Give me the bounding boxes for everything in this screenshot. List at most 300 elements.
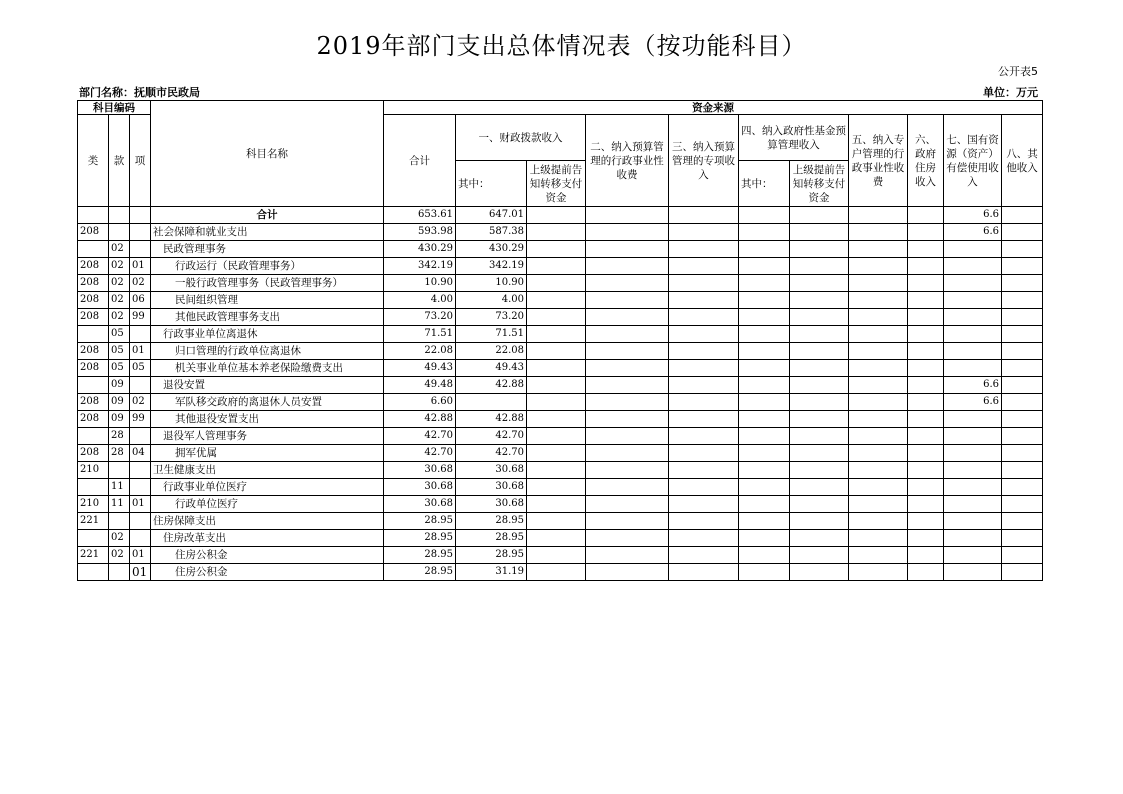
state-assets-cell: 6.6	[944, 224, 1002, 241]
state-assets-cell	[944, 462, 1002, 479]
total-cell: 71.51	[384, 326, 456, 343]
admin-fee-cell	[586, 411, 669, 428]
state-assets-cell	[944, 530, 1002, 547]
xiang-cell: 02	[130, 394, 151, 411]
gov-fund-cell	[739, 513, 790, 530]
special-income-cell	[669, 224, 739, 241]
xiang-cell	[130, 377, 151, 394]
c1-transfer-cell	[527, 292, 586, 309]
xiang-cell: 04	[130, 445, 151, 462]
gov-fund-transfer-cell	[790, 564, 849, 581]
admin-fee-cell	[586, 445, 669, 462]
fiscal-appropriation-cell: 30.68	[456, 496, 527, 513]
total-cell: 28.95	[384, 513, 456, 530]
table-row	[78, 411, 1043, 428]
kuan-header: 款	[109, 115, 130, 207]
table-row	[78, 343, 1043, 360]
gov-fund-header: 四、纳入政府性基金预算管理收入	[739, 115, 849, 161]
admin-fee-cell	[586, 496, 669, 513]
state-assets-cell	[944, 564, 1002, 581]
lei-cell	[78, 241, 109, 258]
admin-fee-cell	[586, 564, 669, 581]
gov-fund-transfer-cell	[790, 428, 849, 445]
special-account-fee-cell	[849, 207, 908, 224]
state-assets-cell	[944, 479, 1002, 496]
admin-fee-cell	[586, 207, 669, 224]
state-assets-header: 七、国有资源（资产）有偿使用收入	[944, 115, 1002, 207]
total-cell: 22.08	[384, 343, 456, 360]
admin-fee-cell	[586, 275, 669, 292]
kuan-cell: 02	[109, 309, 130, 326]
special-account-fee-cell	[849, 343, 908, 360]
fiscal-appropriation-cell: 42.88	[456, 411, 527, 428]
total-cell: 49.43	[384, 360, 456, 377]
gov-housing-cell	[908, 394, 944, 411]
gov-housing-cell	[908, 377, 944, 394]
kuan-cell: 09	[109, 394, 130, 411]
fiscal-appropriation-cell: 71.51	[456, 326, 527, 343]
fiscal-appropriation-cell: 28.95	[456, 530, 527, 547]
state-assets-cell	[944, 513, 1002, 530]
gov-fund-cell	[739, 360, 790, 377]
other-income-cell	[1002, 207, 1043, 224]
admin-fee-cell	[586, 394, 669, 411]
lei-cell	[78, 479, 109, 496]
admin-fee-cell	[586, 258, 669, 275]
kuan-cell	[109, 224, 130, 241]
c1-transfer-cell	[527, 479, 586, 496]
other-income-cell	[1002, 343, 1043, 360]
fiscal-appropriation-cell: 49.43	[456, 360, 527, 377]
lei-cell: 208	[78, 360, 109, 377]
gov-fund-transfer-cell	[790, 207, 849, 224]
admin-fee-cell	[586, 343, 669, 360]
table-row	[78, 462, 1043, 479]
special-account-fee-cell	[849, 564, 908, 581]
gov-housing-cell	[908, 343, 944, 360]
state-assets-cell	[944, 547, 1002, 564]
state-assets-cell	[944, 496, 1002, 513]
total-cell: 28.95	[384, 564, 456, 581]
lei-cell: 208	[78, 224, 109, 241]
table-row	[78, 309, 1043, 326]
xiang-cell: 99	[130, 411, 151, 428]
table-row	[78, 377, 1043, 394]
special-account-fee-cell	[849, 496, 908, 513]
special-account-fee-cell	[849, 309, 908, 326]
lei-cell: 208	[78, 445, 109, 462]
gov-fund-cell	[739, 547, 790, 564]
special-income-cell	[669, 445, 739, 462]
xiang-cell: 01	[130, 547, 151, 564]
lei-cell	[78, 326, 109, 343]
gov-fund-transfer-cell	[790, 360, 849, 377]
table-row	[78, 241, 1043, 258]
gov-fund-cell	[739, 224, 790, 241]
other-income-cell	[1002, 292, 1043, 309]
special-income-cell	[669, 462, 739, 479]
table-row	[78, 326, 1043, 343]
subject-name-cell: 其他民政管理事务支出	[151, 309, 384, 326]
fiscal-appropriation-cell	[456, 394, 527, 411]
fiscal-appropriation-cell: 42.70	[456, 428, 527, 445]
fiscal-appropriation-cell: 4.00	[456, 292, 527, 309]
admin-fee-cell	[586, 309, 669, 326]
c1-transfer-cell	[527, 258, 586, 275]
state-assets-cell	[944, 292, 1002, 309]
table-row	[78, 530, 1043, 547]
special-income-cell	[669, 530, 739, 547]
lei-cell: 210	[78, 462, 109, 479]
other-income-cell	[1002, 496, 1043, 513]
c1-transfer-cell	[527, 496, 586, 513]
page-title: 2019年部门支出总体情况表（按功能科目）	[316, 32, 807, 60]
c1-transfer-cell	[527, 445, 586, 462]
state-assets-cell: 6.6	[944, 377, 1002, 394]
gov-housing-cell	[908, 530, 944, 547]
c1-transfer-cell	[527, 309, 586, 326]
xiang-cell: 99	[130, 309, 151, 326]
gov-fund-cell	[739, 207, 790, 224]
other-income-cell	[1002, 309, 1043, 326]
expenditure-table	[77, 100, 1043, 581]
subject-name-cell: 归口管理的行政单位离退休	[151, 343, 384, 360]
fiscal-appropriation-cell: 42.70	[456, 445, 527, 462]
gov-housing-cell	[908, 360, 944, 377]
lei-cell: 208	[78, 258, 109, 275]
gov-fund-transfer-cell	[790, 513, 849, 530]
gov-fund-transfer-cell	[790, 292, 849, 309]
admin-fee-cell	[586, 547, 669, 564]
kuan-cell	[109, 462, 130, 479]
special-income-cell	[669, 564, 739, 581]
subject-name-cell: 住房公积金	[151, 564, 384, 581]
total-cell: 593.98	[384, 224, 456, 241]
fiscal-appropriation-cell: 42.88	[456, 377, 527, 394]
subject-name-cell: 住房公积金	[151, 547, 384, 564]
gov-fund-cell	[739, 428, 790, 445]
table-row	[78, 496, 1043, 513]
gov-fund-transfer-cell	[790, 275, 849, 292]
other-income-cell	[1002, 428, 1043, 445]
kuan-cell: 05	[109, 326, 130, 343]
xiang-cell: 05	[130, 360, 151, 377]
total-cell: 49.48	[384, 377, 456, 394]
gov-housing-cell	[908, 513, 944, 530]
xiang-cell: 01	[130, 496, 151, 513]
kuan-cell	[109, 564, 130, 581]
subject-name-cell: 社会保障和就业支出	[151, 224, 384, 241]
xiang-cell	[130, 428, 151, 445]
other-income-cell	[1002, 360, 1043, 377]
kuan-cell: 02	[109, 292, 130, 309]
special-account-fee-cell	[849, 547, 908, 564]
gov-fund-transfer-cell	[790, 411, 849, 428]
other-income-cell	[1002, 530, 1043, 547]
special-account-fee-cell	[849, 394, 908, 411]
fiscal-appropriation-cell: 73.20	[456, 309, 527, 326]
fiscal-appropriation-cell: 430.29	[456, 241, 527, 258]
fiscal-appropriation-cell: 30.68	[456, 479, 527, 496]
gov-fund-cell	[739, 241, 790, 258]
gov-housing-cell	[908, 292, 944, 309]
fiscal-appropriation-cell: 22.08	[456, 343, 527, 360]
gov-fund-transfer-cell	[790, 309, 849, 326]
c1-transfer-cell	[527, 275, 586, 292]
gov-fund-cell	[739, 377, 790, 394]
gov-housing-cell	[908, 428, 944, 445]
fiscal-appropriation-cell: 30.68	[456, 462, 527, 479]
gov-fund-cell	[739, 258, 790, 275]
other-income-cell	[1002, 564, 1043, 581]
other-income-cell	[1002, 445, 1043, 462]
special-account-fee-cell	[849, 224, 908, 241]
special-income-cell	[669, 496, 739, 513]
table-row	[78, 513, 1043, 530]
gov-fund-cell	[739, 462, 790, 479]
total-cell: 6.60	[384, 394, 456, 411]
total-cell: 10.90	[384, 275, 456, 292]
other-income-header: 八、其他收入	[1002, 115, 1043, 207]
c1-transfer-cell	[527, 224, 586, 241]
total-cell: 430.29	[384, 241, 456, 258]
admin-fee-cell	[586, 292, 669, 309]
table-row	[78, 394, 1043, 411]
table-row	[78, 224, 1043, 241]
lei-cell: 221	[78, 513, 109, 530]
gov-fund-cell	[739, 445, 790, 462]
gov-housing-cell	[908, 479, 944, 496]
admin-fee-cell	[586, 479, 669, 496]
gov-housing-cell	[908, 207, 944, 224]
gov-housing-cell	[908, 326, 944, 343]
state-assets-cell	[944, 326, 1002, 343]
gov-fund-cell	[739, 496, 790, 513]
gov-housing-cell	[908, 462, 944, 479]
special-income-cell	[669, 343, 739, 360]
other-income-cell	[1002, 513, 1043, 530]
kuan-cell: 02	[109, 547, 130, 564]
table-row	[78, 360, 1043, 377]
gov-fund-cell	[739, 343, 790, 360]
admin-fee-cell	[586, 241, 669, 258]
subject-name-header: 科目名称	[151, 101, 384, 207]
special-income-cell	[669, 309, 739, 326]
lei-cell: 221	[78, 547, 109, 564]
gov-fund-cell	[739, 564, 790, 581]
lei-cell: 208	[78, 275, 109, 292]
xiang-cell: 01	[130, 343, 151, 360]
table-row	[78, 428, 1043, 445]
kuan-cell: 02	[109, 530, 130, 547]
kuan-cell: 05	[109, 343, 130, 360]
gov-housing-cell	[908, 496, 944, 513]
state-assets-cell	[944, 445, 1002, 462]
gov-fund-transfer-cell	[790, 530, 849, 547]
lei-cell: 208	[78, 343, 109, 360]
admin-fee-cell	[586, 377, 669, 394]
form-number: 公开表5	[998, 65, 1038, 78]
table-row	[78, 292, 1043, 309]
other-income-cell	[1002, 258, 1043, 275]
subject-name-cell: 退役军人管理事务	[151, 428, 384, 445]
kuan-cell: 02	[109, 241, 130, 258]
other-income-cell	[1002, 326, 1043, 343]
gov-fund-transfer-cell	[790, 224, 849, 241]
subject-name-cell: 拥军优属	[151, 445, 384, 462]
fiscal-appropriation-cell: 342.19	[456, 258, 527, 275]
fiscal-appropriation-cell: 31.19	[456, 564, 527, 581]
special-income-cell	[669, 241, 739, 258]
fiscal-appropriation-cell: 647.01	[456, 207, 527, 224]
c1-transfer-cell	[527, 530, 586, 547]
gov-housing-cell	[908, 564, 944, 581]
gov-housing-cell	[908, 309, 944, 326]
gov-fund-transfer-cell	[790, 394, 849, 411]
c1-transfer-cell	[527, 377, 586, 394]
c1-transfer-cell	[527, 241, 586, 258]
special-income-cell	[669, 411, 739, 428]
gov-fund-transfer-cell	[790, 445, 849, 462]
gov-housing-cell	[908, 275, 944, 292]
state-assets-cell	[944, 275, 1002, 292]
special-income-cell	[669, 207, 739, 224]
gov-fund-transfer-cell	[790, 343, 849, 360]
subject-name-cell: 军队移交政府的离退休人员安置	[151, 394, 384, 411]
gov-fund-transfer-cell	[790, 377, 849, 394]
table-row	[78, 564, 1043, 581]
kuan-cell: 09	[109, 377, 130, 394]
gov-fund-cell	[739, 411, 790, 428]
admin-fee-cell	[586, 530, 669, 547]
kuan-cell: 02	[109, 258, 130, 275]
admin-fee-cell	[586, 462, 669, 479]
gov-fund-transfer-cell	[790, 258, 849, 275]
admin-fee-cell	[586, 224, 669, 241]
subject-name-cell: 机关事业单位基本养老保险缴费支出	[151, 360, 384, 377]
special-account-fee-cell	[849, 360, 908, 377]
lei-cell: 208	[78, 394, 109, 411]
lei-cell	[78, 530, 109, 547]
state-assets-cell	[944, 360, 1002, 377]
c1-transfer-cell	[527, 462, 586, 479]
special-income-cell	[669, 513, 739, 530]
special-account-fee-cell	[849, 326, 908, 343]
c1-transfer-cell	[527, 564, 586, 581]
subject-name-cell: 行政事业单位离退休	[151, 326, 384, 343]
other-income-cell	[1002, 224, 1043, 241]
subject-name-cell: 一般行政管理事务（民政管理事务）	[151, 275, 384, 292]
lei-cell: 208	[78, 292, 109, 309]
total-cell: 42.70	[384, 428, 456, 445]
lei-cell	[78, 428, 109, 445]
special-income-cell	[669, 258, 739, 275]
xiang-cell	[130, 207, 151, 224]
c1-sub-qizhong: 其中：	[456, 161, 527, 207]
lei-cell: 208	[78, 411, 109, 428]
subject-name-cell: 退役安置	[151, 377, 384, 394]
xiang-cell	[130, 326, 151, 343]
gov-fund-cell	[739, 394, 790, 411]
gov-fund-cell	[739, 530, 790, 547]
other-income-cell	[1002, 479, 1043, 496]
subject-name-cell: 民间组织管理	[151, 292, 384, 309]
c1-transfer-cell	[527, 207, 586, 224]
table-body	[78, 207, 1043, 581]
subject-name-cell: 卫生健康支出	[151, 462, 384, 479]
kuan-cell	[109, 513, 130, 530]
subject-name-cell: 行政事业单位医疗	[151, 479, 384, 496]
special-account-fee-cell	[849, 479, 908, 496]
special-account-fee-cell	[849, 428, 908, 445]
gov-fund-cell	[739, 309, 790, 326]
xiang-cell: 01	[130, 564, 151, 581]
total-cell: 653.61	[384, 207, 456, 224]
other-income-cell	[1002, 394, 1043, 411]
fiscal-appropriation-cell: 28.95	[456, 513, 527, 530]
state-assets-cell: 6.6	[944, 394, 1002, 411]
gov-fund-cell	[739, 275, 790, 292]
gov-fund-transfer-cell	[790, 479, 849, 496]
special-account-fee-cell	[849, 377, 908, 394]
c1-transfer-cell	[527, 411, 586, 428]
c1-transfer-cell	[527, 326, 586, 343]
other-income-cell	[1002, 377, 1043, 394]
lei-cell: 210	[78, 496, 109, 513]
special-account-fee-cell	[849, 411, 908, 428]
kuan-cell: 09	[109, 411, 130, 428]
state-assets-cell	[944, 309, 1002, 326]
xiang-cell: 06	[130, 292, 151, 309]
state-assets-cell: 6.6	[944, 207, 1002, 224]
total-cell: 4.00	[384, 292, 456, 309]
c1-transfer-cell	[527, 547, 586, 564]
special-income-cell	[669, 479, 739, 496]
subject-name-cell: 行政运行（民政管理事务）	[151, 258, 384, 275]
lei-cell	[78, 377, 109, 394]
total-cell: 73.20	[384, 309, 456, 326]
special-account-fee-cell	[849, 258, 908, 275]
total-header: 合计	[384, 115, 456, 207]
other-income-cell	[1002, 462, 1043, 479]
special-income-cell	[669, 360, 739, 377]
xiang-cell	[130, 462, 151, 479]
other-income-cell	[1002, 275, 1043, 292]
subject-name-cell: 合计	[151, 207, 384, 224]
other-income-cell	[1002, 547, 1043, 564]
xiang-cell	[130, 224, 151, 241]
fiscal-appropriation-cell: 28.95	[456, 547, 527, 564]
c4-sub-qizhong: 其中：	[739, 161, 790, 207]
admin-fee-cell	[586, 326, 669, 343]
state-assets-cell	[944, 428, 1002, 445]
table-row	[78, 445, 1043, 462]
state-assets-cell	[944, 343, 1002, 360]
gov-fund-transfer-cell	[790, 241, 849, 258]
unit-label: 单位：万元	[983, 86, 1038, 99]
kuan-cell: 05	[109, 360, 130, 377]
fiscal-appropriation-header: 一、财政拨款收入	[456, 115, 586, 161]
c4-sub-transfer: 上级提前告知转移支付资金	[790, 161, 849, 207]
subject-name-cell: 民政管理事务	[151, 241, 384, 258]
gov-housing-cell	[908, 547, 944, 564]
other-income-cell	[1002, 411, 1043, 428]
xiang-cell	[130, 513, 151, 530]
gov-housing-cell	[908, 258, 944, 275]
kuan-cell: 28	[109, 428, 130, 445]
total-cell: 30.68	[384, 496, 456, 513]
table-row	[78, 275, 1043, 292]
